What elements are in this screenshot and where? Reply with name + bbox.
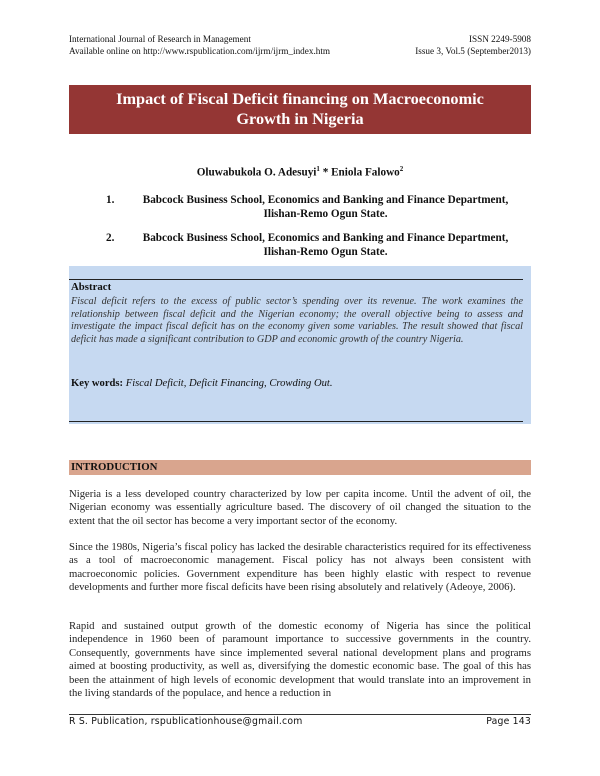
title-line-2: Growth in Nigeria: [236, 109, 364, 128]
keywords-label: Key words:: [71, 378, 124, 389]
author-separator: *: [319, 166, 332, 179]
abstract-top-rule: [69, 279, 523, 280]
affiliation-line: Ilishan-Remo Ogun State.: [263, 246, 388, 258]
abstract-bottom-rule: [69, 421, 523, 422]
journal-url: Available online on http://www.rspublication.com/ijrm/ijrm_index.htm: [69, 46, 331, 56]
abstract-heading: Abstract: [71, 281, 112, 293]
author-2-affiliation-mark: 2: [399, 165, 404, 173]
paper-title: [69, 85, 531, 134]
page-number: Page 143: [486, 716, 531, 727]
title-line-1: Impact of Fiscal Deficit financing on Macroeconomic: [116, 89, 484, 108]
author-list: [69, 165, 531, 179]
body-paragraph: Nigeria is a less developed country characterized by low per capita income. Until the advent of oil, the Nigerian economy was essentially agriculture based. The discovery of oil changed the situation to the extent that the oil sector has become a very important sector of the economy.: [69, 488, 531, 527]
keywords: [71, 378, 333, 389]
affiliation-number: 1.: [106, 194, 115, 206]
publisher-contact: R S. Publication, rspublicationhouse@gmail.com: [69, 716, 303, 727]
affiliation-number: 2.: [106, 232, 115, 244]
affiliation-line: Babcock Business School, Economics and Banking and Finance Department,: [142, 232, 509, 244]
journal-name: International Journal of Research in Management: [69, 34, 251, 44]
keywords-list: Fiscal Deficit, Deficit Financing, Crowding Out.: [125, 378, 333, 389]
abstract-text: Fiscal deficit refers to the excess of public sector’s spending over its revenue. The work examines the relationship between fiscal deficit and the Nigerian economy; the overall objective being to assess and investigate the impact fiscal deficit has on the economy given some variables. The result showed that fiscal deficit has made a significant contribution to GDP and economic growth of the country Nigeria.: [71, 296, 523, 345]
section-heading-introduction: INTRODUCTION: [69, 460, 531, 475]
abstract-box: [69, 266, 531, 424]
affiliation-2: [106, 231, 526, 259]
body-paragraph: Rapid and sustained output growth of the domestic economy of Nigeria has since the political independence in 1960 been of paramount importance to successive governments in the country. Consequently, governments have since implemented several national development plans and programs aimed at boosting productivity, as well as, diversifying the domestic economic base. The goal of this has been the attainment of high levels of economic development that would translate into an improvement in the living standards of the populace, and hence a reduction in: [69, 620, 531, 700]
affiliation-1: [106, 193, 526, 221]
affiliation-line: Babcock Business School, Economics and Banking and Finance Department,: [142, 194, 509, 206]
author-1-affiliation-mark: 1: [316, 165, 320, 173]
footer-rule: [69, 714, 531, 715]
issn: ISSN 2249-5908: [468, 34, 531, 44]
issue-info: Issue 3, Vol.5 (September2013): [415, 46, 531, 56]
body-paragraph: Since the 1980s, Nigeria’s fiscal policy has lacked the desirable characteristics required for its effectiveness as a tool of macroeconomic management. Fiscal policy has not always been consistent with macroeconomic policies. Government expenditure has been highly elastic with respect to revenue developments and further more fiscal deficits have been rising absolutely and relatively (Adeoye, 2006).: [69, 541, 531, 594]
author-2: Eniola Falowo: [331, 166, 400, 179]
author-1: Oluwabukola O. Adesuyi: [196, 166, 317, 179]
affiliation-line: Ilishan-Remo Ogun State.: [263, 208, 388, 220]
